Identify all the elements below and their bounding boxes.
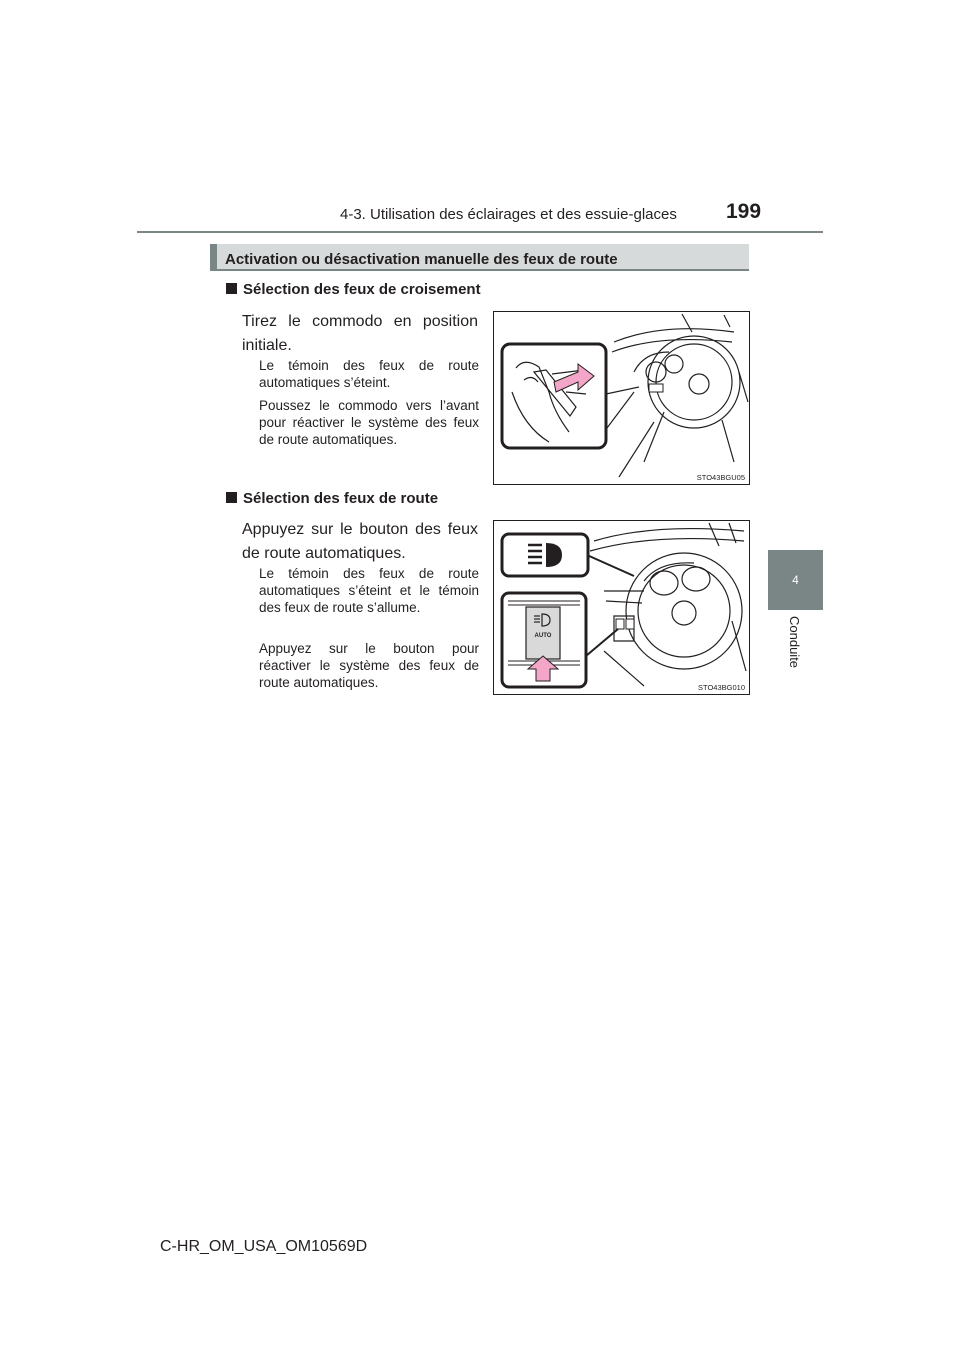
lever-illustration bbox=[494, 312, 749, 484]
document-footer: C-HR_OM_USA_OM10569D bbox=[160, 1238, 368, 1255]
square-bullet-icon bbox=[226, 492, 237, 503]
chapter-label: Conduite bbox=[787, 616, 802, 669]
auto-button-label: AUTO bbox=[534, 633, 552, 639]
auto-button-illustration bbox=[494, 521, 749, 694]
running-header-section: 4-3. Utilisation des éclairages et des essuie-glaces bbox=[340, 206, 677, 223]
section-title: Activation ou désactivation manuelle des feux de route bbox=[225, 251, 618, 268]
figure-lever-pull bbox=[493, 311, 750, 485]
block-note: Poussez le commodo vers l’avant pour réactiver le système des feux de route automatiques. bbox=[259, 398, 479, 447]
page-number: 199 bbox=[726, 200, 762, 223]
block-heading-high-beam: Sélection des feux de route bbox=[226, 490, 438, 507]
block-note: Le témoin des feux de route automatiques s’éteint. bbox=[259, 358, 479, 390]
block-instruction-low-beam: Tirez le commodo en position initiale. bbox=[242, 313, 478, 354]
block-note: Le témoin des feux de route automatiques s’éteint et le témoin des feux de route s’allume. bbox=[259, 566, 479, 615]
block-note: Appuyez sur le bouton pour réactiver le système des feux de route automatiques. bbox=[259, 641, 479, 690]
block-instruction-high-beam: Appuyez sur le bouton des feux de route automatiques. bbox=[242, 521, 478, 562]
square-bullet-icon bbox=[226, 283, 237, 294]
header-rule bbox=[137, 231, 823, 233]
section-title-accent bbox=[210, 244, 217, 271]
figure-code: STO43BGU05 bbox=[696, 473, 745, 482]
block-heading-low-beam: Sélection des feux de croisement bbox=[226, 281, 481, 298]
figure-auto-button bbox=[493, 520, 750, 695]
chapter-number: 4 bbox=[792, 573, 799, 587]
figure-code: STO43BG010 bbox=[698, 683, 745, 692]
